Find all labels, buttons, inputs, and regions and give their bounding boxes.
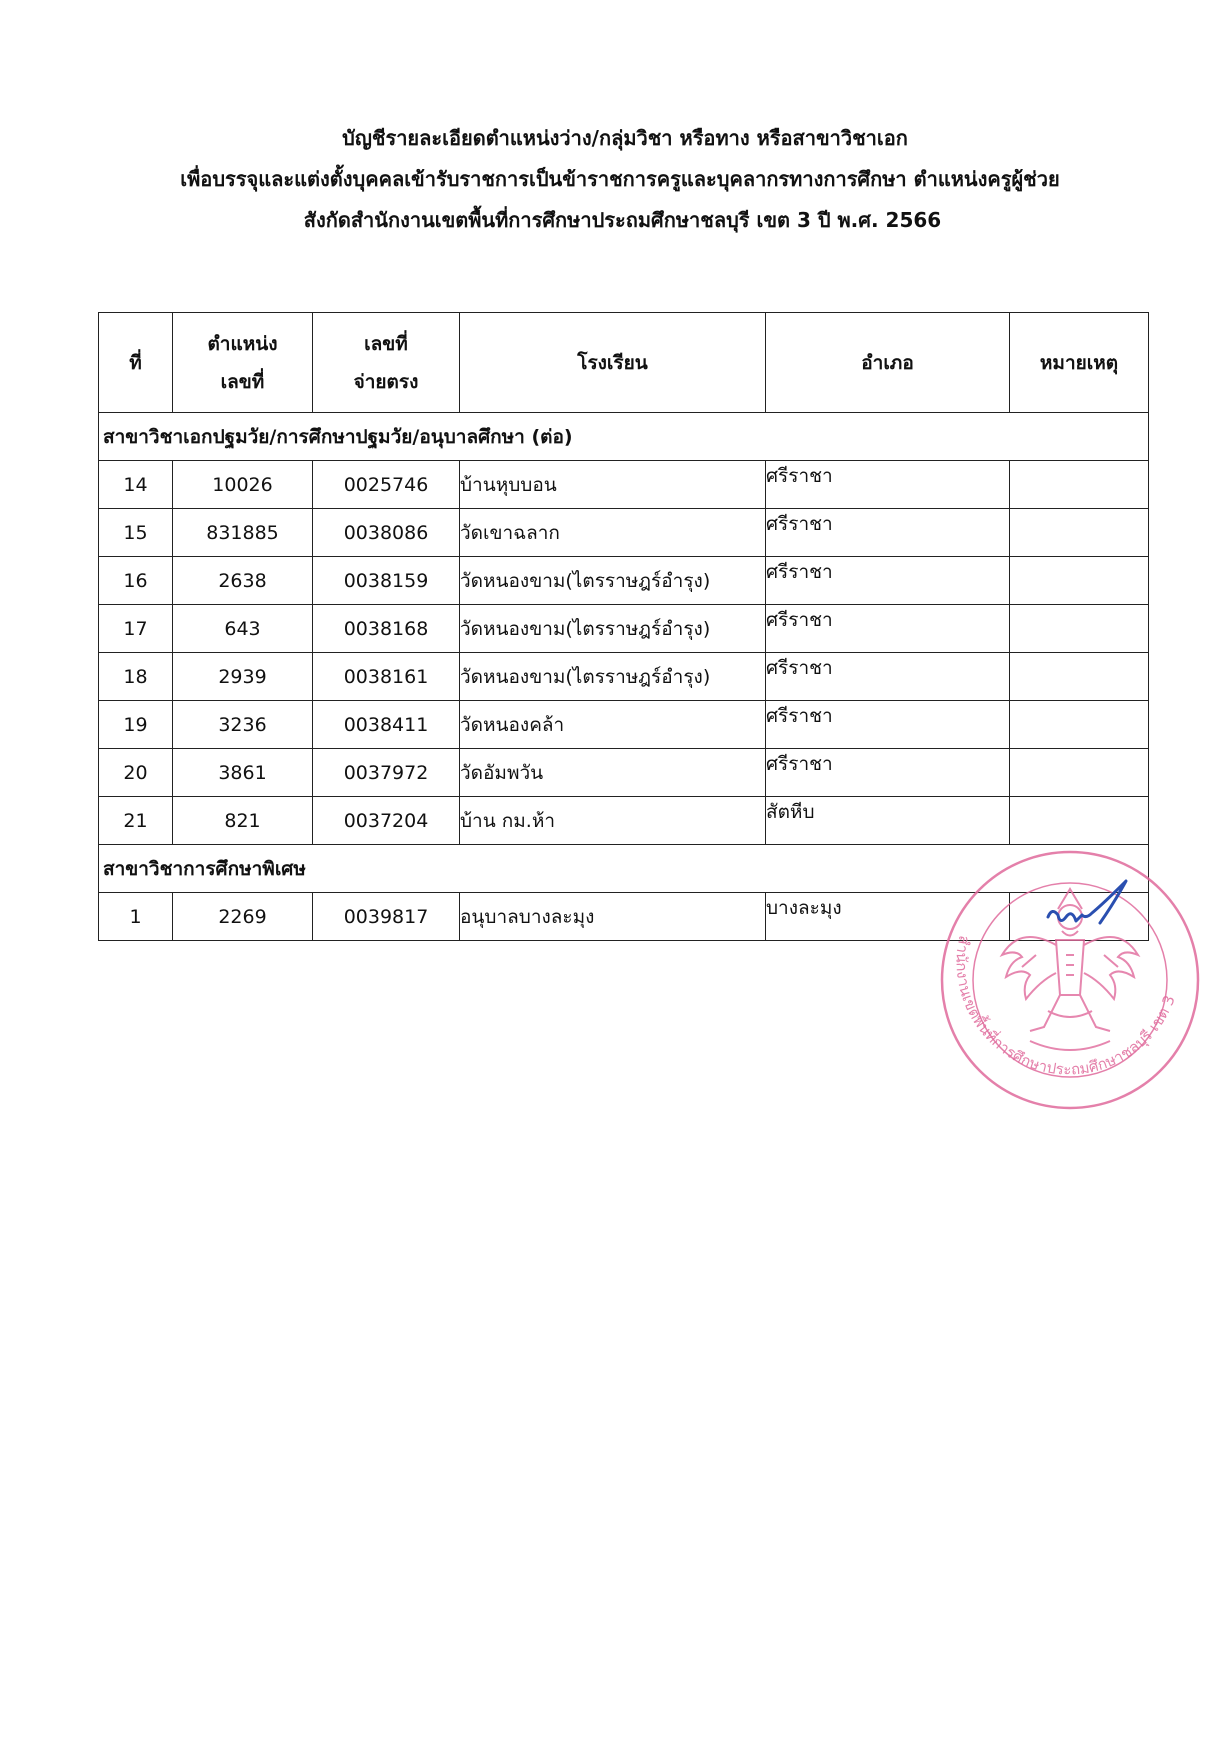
- cell-note: [1010, 509, 1149, 557]
- cell-pay: 0038161: [313, 653, 460, 701]
- cell-school: วัดเขาฉลาก: [460, 509, 766, 557]
- cell-district: ศรีราชา: [766, 461, 1010, 509]
- official-seal-stamp: [930, 845, 1210, 1115]
- header-district: อำเภอ: [766, 313, 1010, 413]
- cell-district: ศรีราชา: [766, 509, 1010, 557]
- header-pay-line1: เลขที่: [364, 332, 408, 355]
- seal-text: สำนักงานเขตพื้นที่การศึกษาประถมศึกษาชลบุรี เขต 3: [952, 934, 1179, 1079]
- table-row: [99, 653, 1149, 701]
- cell-pay: 0025746: [313, 461, 460, 509]
- cell-district: ศรีราชา: [766, 605, 1010, 653]
- cell-no: 21: [99, 797, 173, 845]
- table-row: [99, 461, 1149, 509]
- cell-note: [1010, 461, 1149, 509]
- cell-position: 2269: [173, 893, 313, 941]
- cell-district: ศรีราชา: [766, 749, 1010, 797]
- header-pay-line2: จ่ายตรง: [353, 370, 419, 393]
- cell-pay: 0038168: [313, 605, 460, 653]
- cell-no: 17: [99, 605, 173, 653]
- cell-position: 821: [173, 797, 313, 845]
- cell-no: 16: [99, 557, 173, 605]
- cell-district: ศรีราชา: [766, 653, 1010, 701]
- cell-no: 18: [99, 653, 173, 701]
- cell-school: วัดหนองขาม(ไตรราษฎร์อำรุง): [460, 653, 766, 701]
- header-position-line1: ตำแหน่ง: [207, 332, 278, 355]
- cell-district: ศรีราชา: [766, 557, 1010, 605]
- cell-note: [1010, 749, 1149, 797]
- cell-position: 2638: [173, 557, 313, 605]
- section-title: สาขาวิชาการศึกษาพิเศษ: [99, 845, 1149, 893]
- document-title: [0, 118, 1230, 241]
- cell-school: บ้าน กม.ห้า: [460, 797, 766, 845]
- table-row: [99, 797, 1149, 845]
- cell-no: 14: [99, 461, 173, 509]
- cell-position: 10026: [173, 461, 313, 509]
- cell-school: วัดหนองขาม(ไตรราษฎร์อำรุง): [460, 605, 766, 653]
- cell-pay: 0038411: [313, 701, 460, 749]
- cell-no: 19: [99, 701, 173, 749]
- section-row: [99, 413, 1149, 461]
- cell-district: บางละมุง: [766, 893, 1010, 941]
- header-no: ที่: [99, 313, 173, 413]
- cell-position: 3861: [173, 749, 313, 797]
- cell-pay: 0038159: [313, 557, 460, 605]
- cell-position: 831885: [173, 509, 313, 557]
- header-school: โรงเรียน: [460, 313, 766, 413]
- cell-no: 20: [99, 749, 173, 797]
- table-row: [99, 701, 1149, 749]
- cell-pay: 0037972: [313, 749, 460, 797]
- cell-district: สัตหีบ: [766, 797, 1010, 845]
- header-position: [173, 313, 313, 413]
- signature-mark: [1048, 881, 1126, 923]
- table-row: [99, 749, 1149, 797]
- header-note: หมายเหตุ: [1010, 313, 1149, 413]
- cell-pay: 0039817: [313, 893, 460, 941]
- cell-note: [1010, 605, 1149, 653]
- cell-position: 2939: [173, 653, 313, 701]
- cell-school: วัดหนองขาม(ไตรราษฎร์อำรุง): [460, 557, 766, 605]
- header-position-line2: เลขที่: [220, 370, 265, 393]
- cell-school: อนุบาลบางละมุง: [460, 893, 766, 941]
- cell-no: 1: [99, 893, 173, 941]
- cell-district: ศรีราชา: [766, 701, 1010, 749]
- title-line-2: เพื่อบรรจุและแต่งตั้งบุคคลเข้ารับราชการเป็นข้าราชการครูและบุคลากรทางการศึกษา ตำแหน่งครูผู้ช่วย: [180, 167, 1060, 191]
- table-row: [99, 509, 1149, 557]
- section-title: สาขาวิชาเอกปฐมวัย/การศึกษาปฐมวัย/อนุบาลศึกษา (ต่อ): [99, 413, 1149, 461]
- cell-position: 3236: [173, 701, 313, 749]
- cell-note: [1010, 653, 1149, 701]
- cell-note: [1010, 557, 1149, 605]
- cell-pay: 0038086: [313, 509, 460, 557]
- cell-no: 15: [99, 509, 173, 557]
- cell-position: 643: [173, 605, 313, 653]
- header-pay: [313, 313, 460, 413]
- table-row: [99, 605, 1149, 653]
- cell-school: บ้านหุบบอน: [460, 461, 766, 509]
- cell-pay: 0037204: [313, 797, 460, 845]
- table-row: [99, 557, 1149, 605]
- title-line-3: สังกัดสำนักงานเขตพื้นที่การศึกษาประถมศึกษาชลบุรี เขต 3 ปี พ.ศ. 2566: [303, 208, 942, 232]
- title-line-1: บัญชีรายละเอียดตำแหน่งว่าง/กลุ่มวิชา หรือทาง หรือสาขาวิชาเอก: [342, 126, 908, 150]
- cell-school: วัดหนองคล้า: [460, 701, 766, 749]
- cell-note: [1010, 797, 1149, 845]
- cell-school: วัดอัมพวัน: [460, 749, 766, 797]
- table-header-row: [99, 313, 1149, 413]
- cell-note: [1010, 701, 1149, 749]
